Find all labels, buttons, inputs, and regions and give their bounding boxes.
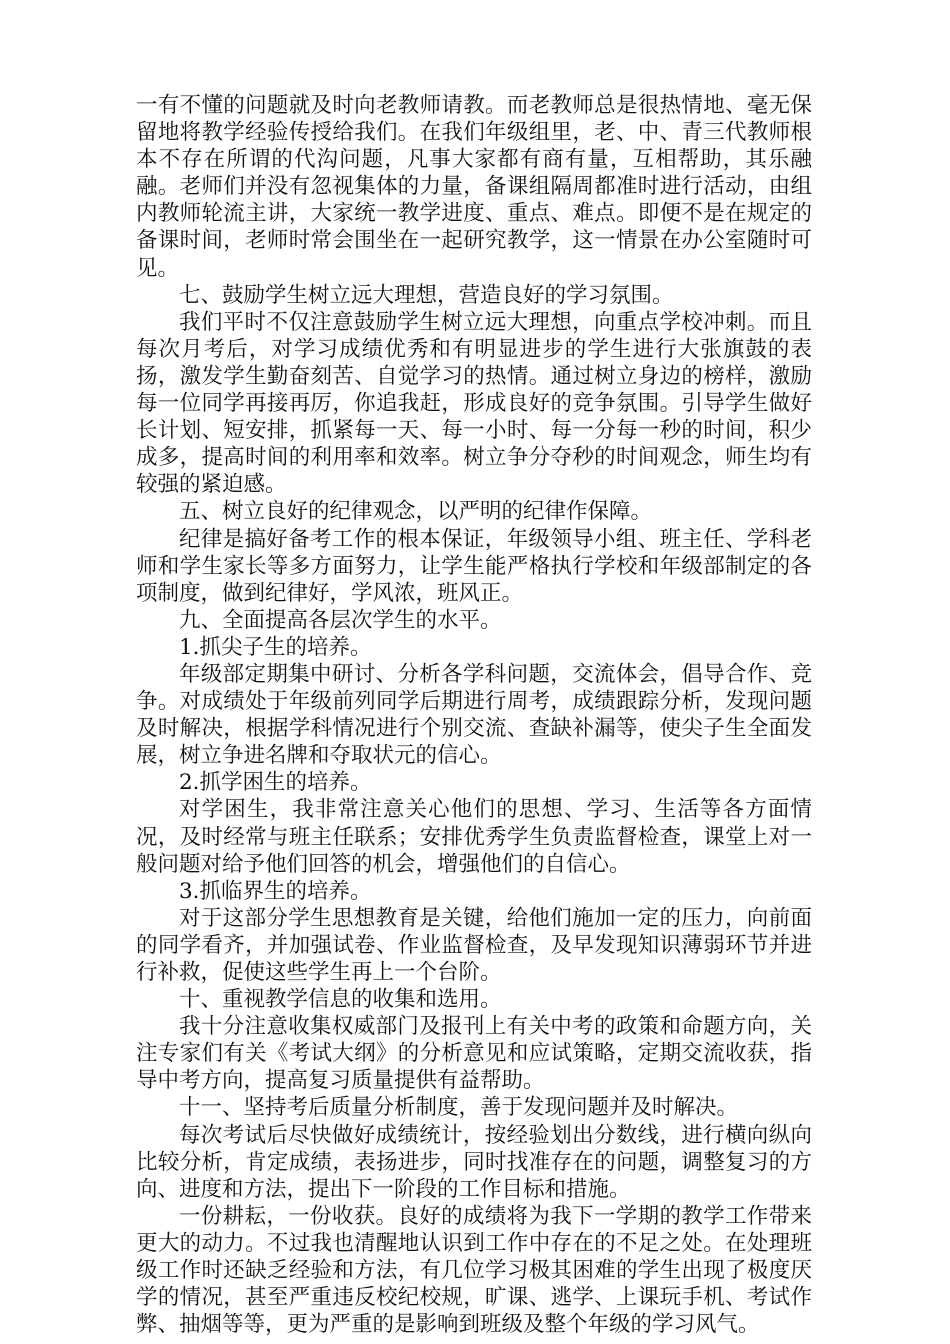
subsection-heading: 3.抓临界生的培养。 [179,878,372,904]
paragraph: 纪律是搞好备考工作的根本保证，年级领导小组、班主任、学科老师和学生家长等多方面努力，让学生能严格执行学校和年级部制定的各项制度，做到纪律好，学风浓，班风正。 [136,526,812,606]
paragraph: 对学困生，我非常注意关心他们的思想、学习、生活等各方面情况，及时经常与班主任联系；安排优秀学生负责监督检查，课堂上对一般问题对给予他们回答的机会，增强他们的自信心。 [136,797,812,877]
section-heading: 十一、坚持考后质量分析制度，善于发现问题并及时解决。 [179,1095,739,1121]
section-heading: 七、鼓励学生树立远大理想，营造良好的学习氛围。 [179,282,674,308]
paragraph: 一份耕耘，一份收获。良好的成绩将为我下一学期的教学工作带来更大的动力。不过我也清醒地认识到工作中存在的不足之处。在处理班级工作时还缺乏经验和方法，有几位学习极其困难的学生出现了极度厌学的情况，甚至严重违反校纪校规，旷课、逃学、上课玩手机、考试作弊、抽烟等等，更为严重的是影响到班级及整个年级的学习风气。 [136,1203,812,1338]
section-heading: 十、重视教学信息的收集和选用。 [179,987,502,1013]
paragraph: 年级部定期集中研讨、分析各学科问题，交流体会，倡导合作、竞争。对成绩处于年级前列同学后期进行周考，成绩跟踪分析，发现问题及时解决，根据学科情况进行个别交流、查缺补漏等，使尖子生全面发展，树立争进名牌和夺取状元的信心。 [136,661,812,769]
paragraph: 每次考试后尽快做好成绩统计，按经验划出分数线，进行横向纵向比较分析，肯定成绩，表扬进步，同时找准存在的问题，调整复习的方向、进度和方法，提出下一阶段的工作目标和措施。 [136,1122,812,1202]
paragraph: 对于这部分学生思想教育是关键，给他们施加一定的压力，向前面的同学看齐，并加强试卷、作业监督检查，及早发现知识薄弱环节并进行补救，促使这些学生再上一个台阶。 [136,905,812,985]
section-heading: 九、全面提高各层次学生的水平。 [179,607,502,633]
paragraph: 我们平时不仅注意鼓励学生树立远大理想，向重点学校冲刺。而且每次月考后，对学习成绩优秀和有明显进步的学生进行大张旗鼓的表扬，激发学生勤奋刻苦、自觉学习的热情。通过树立身边的榜样，激励每一位同学再接再厉，你追我赶，形成良好的竞争氛围。引导学生做好长计划、短安排，抓紧每一天、每一小时、每一分每一秒的时间，积少成多，提高时间的利用率和效率。树立争分夺秒的时间观念，师生均有较强的紧迫感。 [136,309,812,498]
paragraph: 我十分注意收集权威部门及报刊上有关中考的政策和命题方向，关注专家们有关《考试大纲》的分析意见和应试策略，定期交流收获，指导中考方向，提高复习质量提供有益帮助。 [136,1014,812,1094]
paragraph: 一有不懂的问题就及时向老教师请教。而老教师总是很热情地、毫无保留地将教学经验传授给我们。在我们年级组里，老、中、青三代教师根本不存在所谓的代沟问题，凡事大家都有商有量，互相帮助，其乐融融。老师们并没有忽视集体的力量，备课组隔周都准时进行活动，由组内教师轮流主讲，大家统一教学进度、重点、难点。即便不是在规定的备课时间，老师时常会围坐在一起研究教学，这一情景在办公室随时可见。 [136,93,812,281]
subsection-heading: 1.抓尖子生的培养。 [179,634,372,660]
section-heading: 五、树立良好的纪律观念，以严明的纪律作保障。 [179,499,653,525]
subsection-heading: 2.抓学困生的培养。 [179,770,372,796]
document-body [136,92,812,1338]
